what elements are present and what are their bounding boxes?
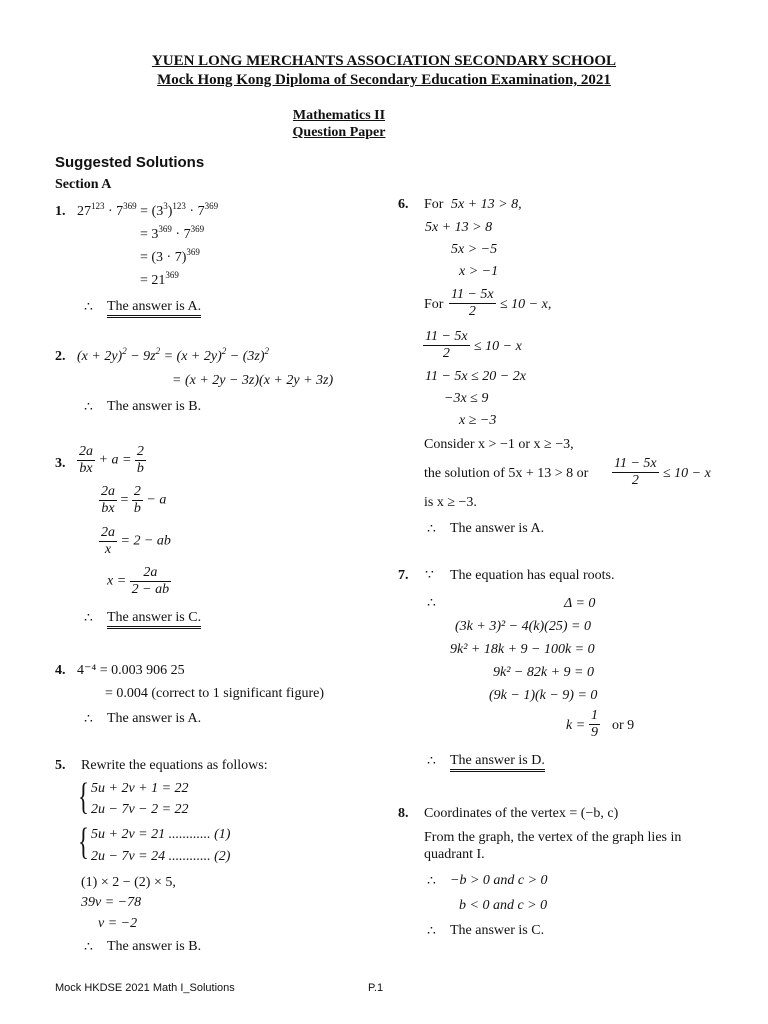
q8-line-2: From the graph, the vertex of the graph lies in xyxy=(424,830,682,845)
q4-step-1: 4⁻⁴ = 0.003 906 25 xyxy=(77,663,185,678)
q5-answer: The answer is B. xyxy=(107,939,202,954)
q4-step-2: = 0.004 (correct to 1 significant figure) xyxy=(105,686,324,701)
q5-intro: Rewrite the equations as follows: xyxy=(81,758,268,773)
q7-k-label: k = xyxy=(566,718,586,733)
q5-step-2: 39v = −78 xyxy=(81,895,142,910)
q8-line-1: Coordinates of the vertex = (−b, c) xyxy=(424,806,619,821)
therefore-symbol: ∴ xyxy=(84,940,93,955)
because-symbol: ∵ xyxy=(425,568,434,583)
q6-is: is x ≥ −3. xyxy=(424,495,477,510)
therefore-symbol: ∴ xyxy=(84,300,93,315)
q7-or: or 9 xyxy=(612,718,635,733)
therefore-symbol: ∴ xyxy=(84,400,93,415)
q3-step-4: x = $\frac{2a}{2 - ab}$ xyxy=(107,565,170,597)
q6-line-1: 5x + 13 > 8, xyxy=(451,197,522,212)
q5-eq-3: 5u + 2v = 21 ............ (1) xyxy=(91,827,231,842)
q3-step-1: $\frac{2a}{bx}$ + a = $\frac{2}{b}$ xyxy=(79,444,144,476)
q5-step-1: (1) × 2 − (2) × 5, xyxy=(81,875,176,890)
q5-number: 5. xyxy=(55,758,66,773)
q7-k-fraction: $\frac{1}{9}$ xyxy=(591,708,598,740)
therefore-symbol: ∴ xyxy=(427,924,436,939)
footer-text: Mock HKDSE 2021 Math I_Solutions xyxy=(55,982,235,994)
q6-solution-b: ≤ 10 − x xyxy=(663,466,711,481)
q6-ineq-1: ≤ 10 − x, xyxy=(500,297,552,312)
q6-line-4: x > −1 xyxy=(459,264,499,279)
q1-step-4: = $21^{369}$ xyxy=(140,270,179,288)
q3-step-2: $\frac{2a}{bx}$ = $\frac{2}{b}$ − a xyxy=(101,484,167,516)
therefore-symbol: ∴ xyxy=(427,596,436,611)
therefore-symbol: ∴ xyxy=(84,611,93,626)
q1-step-1: $27^{123} \cdot 7^{369} = (3^3)^{123} \cdot 7^{369}$ xyxy=(77,201,219,219)
q5-eq-4: 2u − 7v = 24 ............ (2) xyxy=(91,849,231,864)
q6-number: 6. xyxy=(398,197,409,212)
subject-title: Mathematics II xyxy=(292,108,386,123)
q6-for-2: For xyxy=(424,297,444,312)
therefore-symbol: ∴ xyxy=(84,712,93,727)
therefore-symbol: ∴ xyxy=(427,874,436,889)
paper-title: Question Paper xyxy=(292,125,386,140)
q6-fraction-3: $\frac{11 - 5x}{2}$ xyxy=(614,456,657,488)
q5-eq-1: 5u + 2v + 1 = 22 xyxy=(91,781,189,796)
q2-answer: The answer is B. xyxy=(107,399,202,414)
q1-step-2: = $3^{369} \cdot 7^{369}$ xyxy=(140,224,205,242)
q2-step-1: $(x + 2y)^2 - 9z^2 = (x + 2y)^2 - (3z)^2$ xyxy=(77,346,269,364)
q6-solution-a: the solution of 5x + 13 > 8 or xyxy=(424,466,589,481)
q6-line-5: 11 − 5x ≤ 20 − 2x xyxy=(425,369,526,384)
q8-line-5: b < 0 and c > 0 xyxy=(459,898,548,913)
q8-line-3: quadrant I. xyxy=(424,847,485,862)
q6-line-7: x ≥ −3 xyxy=(459,413,497,428)
page-title: Suggested Solutions xyxy=(55,154,205,171)
q5-eq-2: 2u − 7v − 2 = 22 xyxy=(91,802,189,817)
q8-number: 8. xyxy=(398,806,409,821)
school-name: YUEN LONG MERCHANTS ASSOCIATION SECONDARY SCHOOL xyxy=(151,53,617,69)
q7-line-1: Δ = 0 xyxy=(564,596,596,611)
q7-answer: The answer is D. xyxy=(450,754,545,772)
q1-answer: The answer is A. xyxy=(107,300,201,318)
q6-fraction-2: $\frac{11 - 5x}{2}$ xyxy=(425,329,468,361)
left-brace: { xyxy=(78,776,89,818)
q8-answer: The answer is C. xyxy=(450,923,545,938)
left-brace: { xyxy=(78,821,89,863)
q7-line-5: (9k − 1)(k − 9) = 0 xyxy=(489,688,598,703)
q3-answer: The answer is C. xyxy=(107,611,201,629)
q6-consider: Consider x > −1 or x ≥ −3, xyxy=(424,437,574,452)
q6-ineq-2: ≤ 10 − x xyxy=(474,339,522,354)
section-heading: Section A xyxy=(55,177,112,192)
q1-number: 1. xyxy=(55,204,66,219)
q6-line-2: 5x + 13 > 8 xyxy=(425,220,493,235)
q4-number: 4. xyxy=(55,663,66,678)
q6-for-1: For xyxy=(424,197,444,212)
q7-statement: The equation has equal roots. xyxy=(450,568,615,583)
exam-title: Mock Hong Kong Diploma of Secondary Education Examination, 2021 xyxy=(157,72,611,88)
q5-step-3: v = −2 xyxy=(98,916,138,931)
q2-step-2: = (x + 2y − 3z)(x + 2y + 3z) xyxy=(172,373,334,388)
therefore-symbol: ∴ xyxy=(427,754,436,769)
q7-line-3: 9k² + 18k + 9 − 100k = 0 xyxy=(450,642,595,657)
q6-line-3: 5x > −5 xyxy=(451,242,498,257)
q6-answer: The answer is A. xyxy=(450,521,545,536)
q4-answer: The answer is A. xyxy=(107,711,202,726)
q6-fraction-1: $\frac{11 - 5x}{2}$ xyxy=(451,287,494,319)
q8-line-4: −b > 0 and c > 0 xyxy=(450,873,548,888)
q2-number: 2. xyxy=(55,349,66,364)
q3-step-3: $\frac{2a}{x}$ = 2 − ab xyxy=(101,525,171,557)
therefore-symbol: ∴ xyxy=(427,522,436,537)
q7-line-2: (3k + 3)² − 4(k)(25) = 0 xyxy=(455,619,591,634)
q3-number: 3. xyxy=(55,456,66,471)
q1-step-3: = $(3 \cdot 7)^{369}$ xyxy=(140,247,200,265)
page-number: P.1 xyxy=(368,982,384,994)
q7-line-4: 9k² − 82k + 9 = 0 xyxy=(493,665,594,680)
q6-line-6: −3x ≤ 9 xyxy=(444,391,489,406)
q7-number: 7. xyxy=(398,568,409,583)
